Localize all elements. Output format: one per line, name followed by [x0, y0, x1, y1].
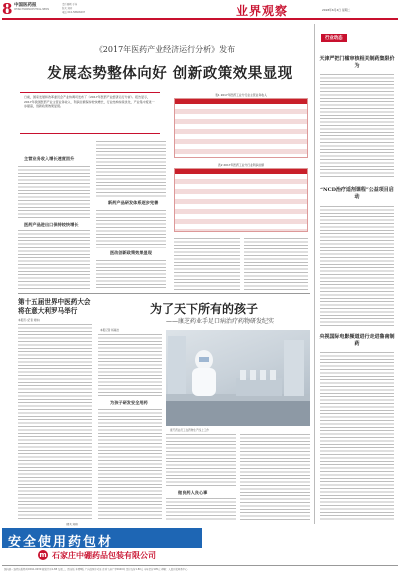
ad-slogan: 安全使用药包材	[8, 535, 114, 550]
table-1-body	[174, 98, 308, 158]
brand-english: CHINA PHARMACEUTICAL NEWS	[14, 8, 49, 11]
lead-text: 日前，国家发展和改革委员会产业协调司发布了《2017年医药产业经济运行分析》。报告显示，2017年我国医药产业主营业务收入、利润总额保持较快增长，行业结构持续优化，产业集中度进一步提高，创新政策效果显现。	[24, 95, 155, 109]
table-2	[174, 163, 308, 233]
subhead-rd-system: 新药产品研发体系逐步完善	[108, 200, 159, 205]
table-1-caption: 表1 2017年医药工业分行业主营业务收入	[215, 93, 267, 97]
body-text	[96, 210, 166, 248]
masthead-info-2: 版式 刘芳	[62, 7, 73, 10]
table-2-caption: 表2 2017年医药工业分行业利润总额	[217, 163, 265, 167]
story3-headline: 为了天下所有的孩子	[150, 302, 259, 316]
story2-headline: 第十五届世界中医药大会将在意大利罗马举行	[18, 298, 91, 315]
masthead-info-1: 责任编辑 于佳	[62, 3, 78, 6]
sidebar-item3-title: 央视国际电影频道进行走进鲁南制药	[319, 334, 395, 347]
divider	[18, 293, 310, 294]
story2-byline: 本报讯 (记者 刘炜)	[18, 319, 40, 322]
advertisement	[2, 528, 398, 562]
subhead-policy-effect: 医改创新政策效果显现	[110, 250, 152, 255]
sidebar-item1-title: 天津严把门槛审核相关制药集限价为	[319, 56, 395, 69]
masthead-rule	[2, 18, 398, 20]
body-text	[244, 238, 308, 290]
story3-subtitle: ——康芝药业手足口病治疗药物研发纪实	[166, 318, 275, 325]
body-text	[98, 334, 162, 396]
brand-name: 中国医药报	[14, 3, 37, 8]
story2-signoff: (周欢 刘炜)	[66, 523, 79, 526]
body-text	[174, 238, 240, 290]
main-headline: 发展态势整体向好 创新政策效果显现	[47, 65, 293, 82]
main-kicker: 《2017年医药产业经济运行分析》发布	[94, 45, 236, 54]
footer-rule	[2, 565, 398, 566]
ad-logo-letter: m	[39, 551, 47, 559]
lab-photo	[166, 330, 310, 426]
body-text	[18, 230, 90, 290]
section-title: 业界观察	[236, 4, 289, 18]
story3-subhead-conscience: 做良药人良心事	[178, 490, 208, 495]
body-text	[166, 434, 236, 486]
lab-scene	[166, 330, 310, 426]
body-text	[18, 324, 92, 520]
body-text	[98, 409, 162, 520]
story3-byline: 本报记者 杨雨洁	[100, 329, 119, 332]
body-text	[166, 498, 236, 520]
issue-date: 2018年6月4日 星期二	[322, 8, 351, 12]
photo-caption: 康芝药业员工在药物生产线上工作	[170, 429, 209, 432]
subhead-revenue: 主营业务收入增长速度回升	[24, 156, 75, 161]
table-2-body	[174, 168, 308, 232]
body-text	[320, 352, 394, 520]
sidebar-item2-title: “NCD治疗适剂课程”公益项目启动	[320, 187, 394, 200]
ad-logo	[38, 550, 48, 560]
body-text	[320, 206, 394, 326]
body-text	[96, 141, 166, 197]
masthead	[0, 0, 400, 22]
subhead-import-export: 医药产品进出口保持较快增长	[24, 222, 79, 227]
body-text	[18, 166, 90, 220]
body-text	[96, 260, 166, 290]
ad-company: 石家庄中硼药品包装有限公司	[52, 551, 156, 560]
page-number: 8	[2, 0, 13, 18]
body-text	[320, 74, 394, 178]
lead-box	[20, 92, 160, 134]
sidebar-title: 行业动态	[321, 34, 347, 42]
masthead-info-3: 电话 010-58606097	[62, 11, 86, 14]
footer-text: 国内统一连续出版物号CN11-0039 邮发代号1-88 每周二、四出版 本期8版 广告经营许可证 京西工商广字0040号 定价每份1.80元 全年定价195元 印刷：人民日报印务中心	[4, 568, 188, 571]
table-1	[174, 93, 308, 159]
story3-subhead-safe-medicine: 为孩子研发安全用药	[110, 400, 148, 405]
body-text	[240, 434, 310, 520]
